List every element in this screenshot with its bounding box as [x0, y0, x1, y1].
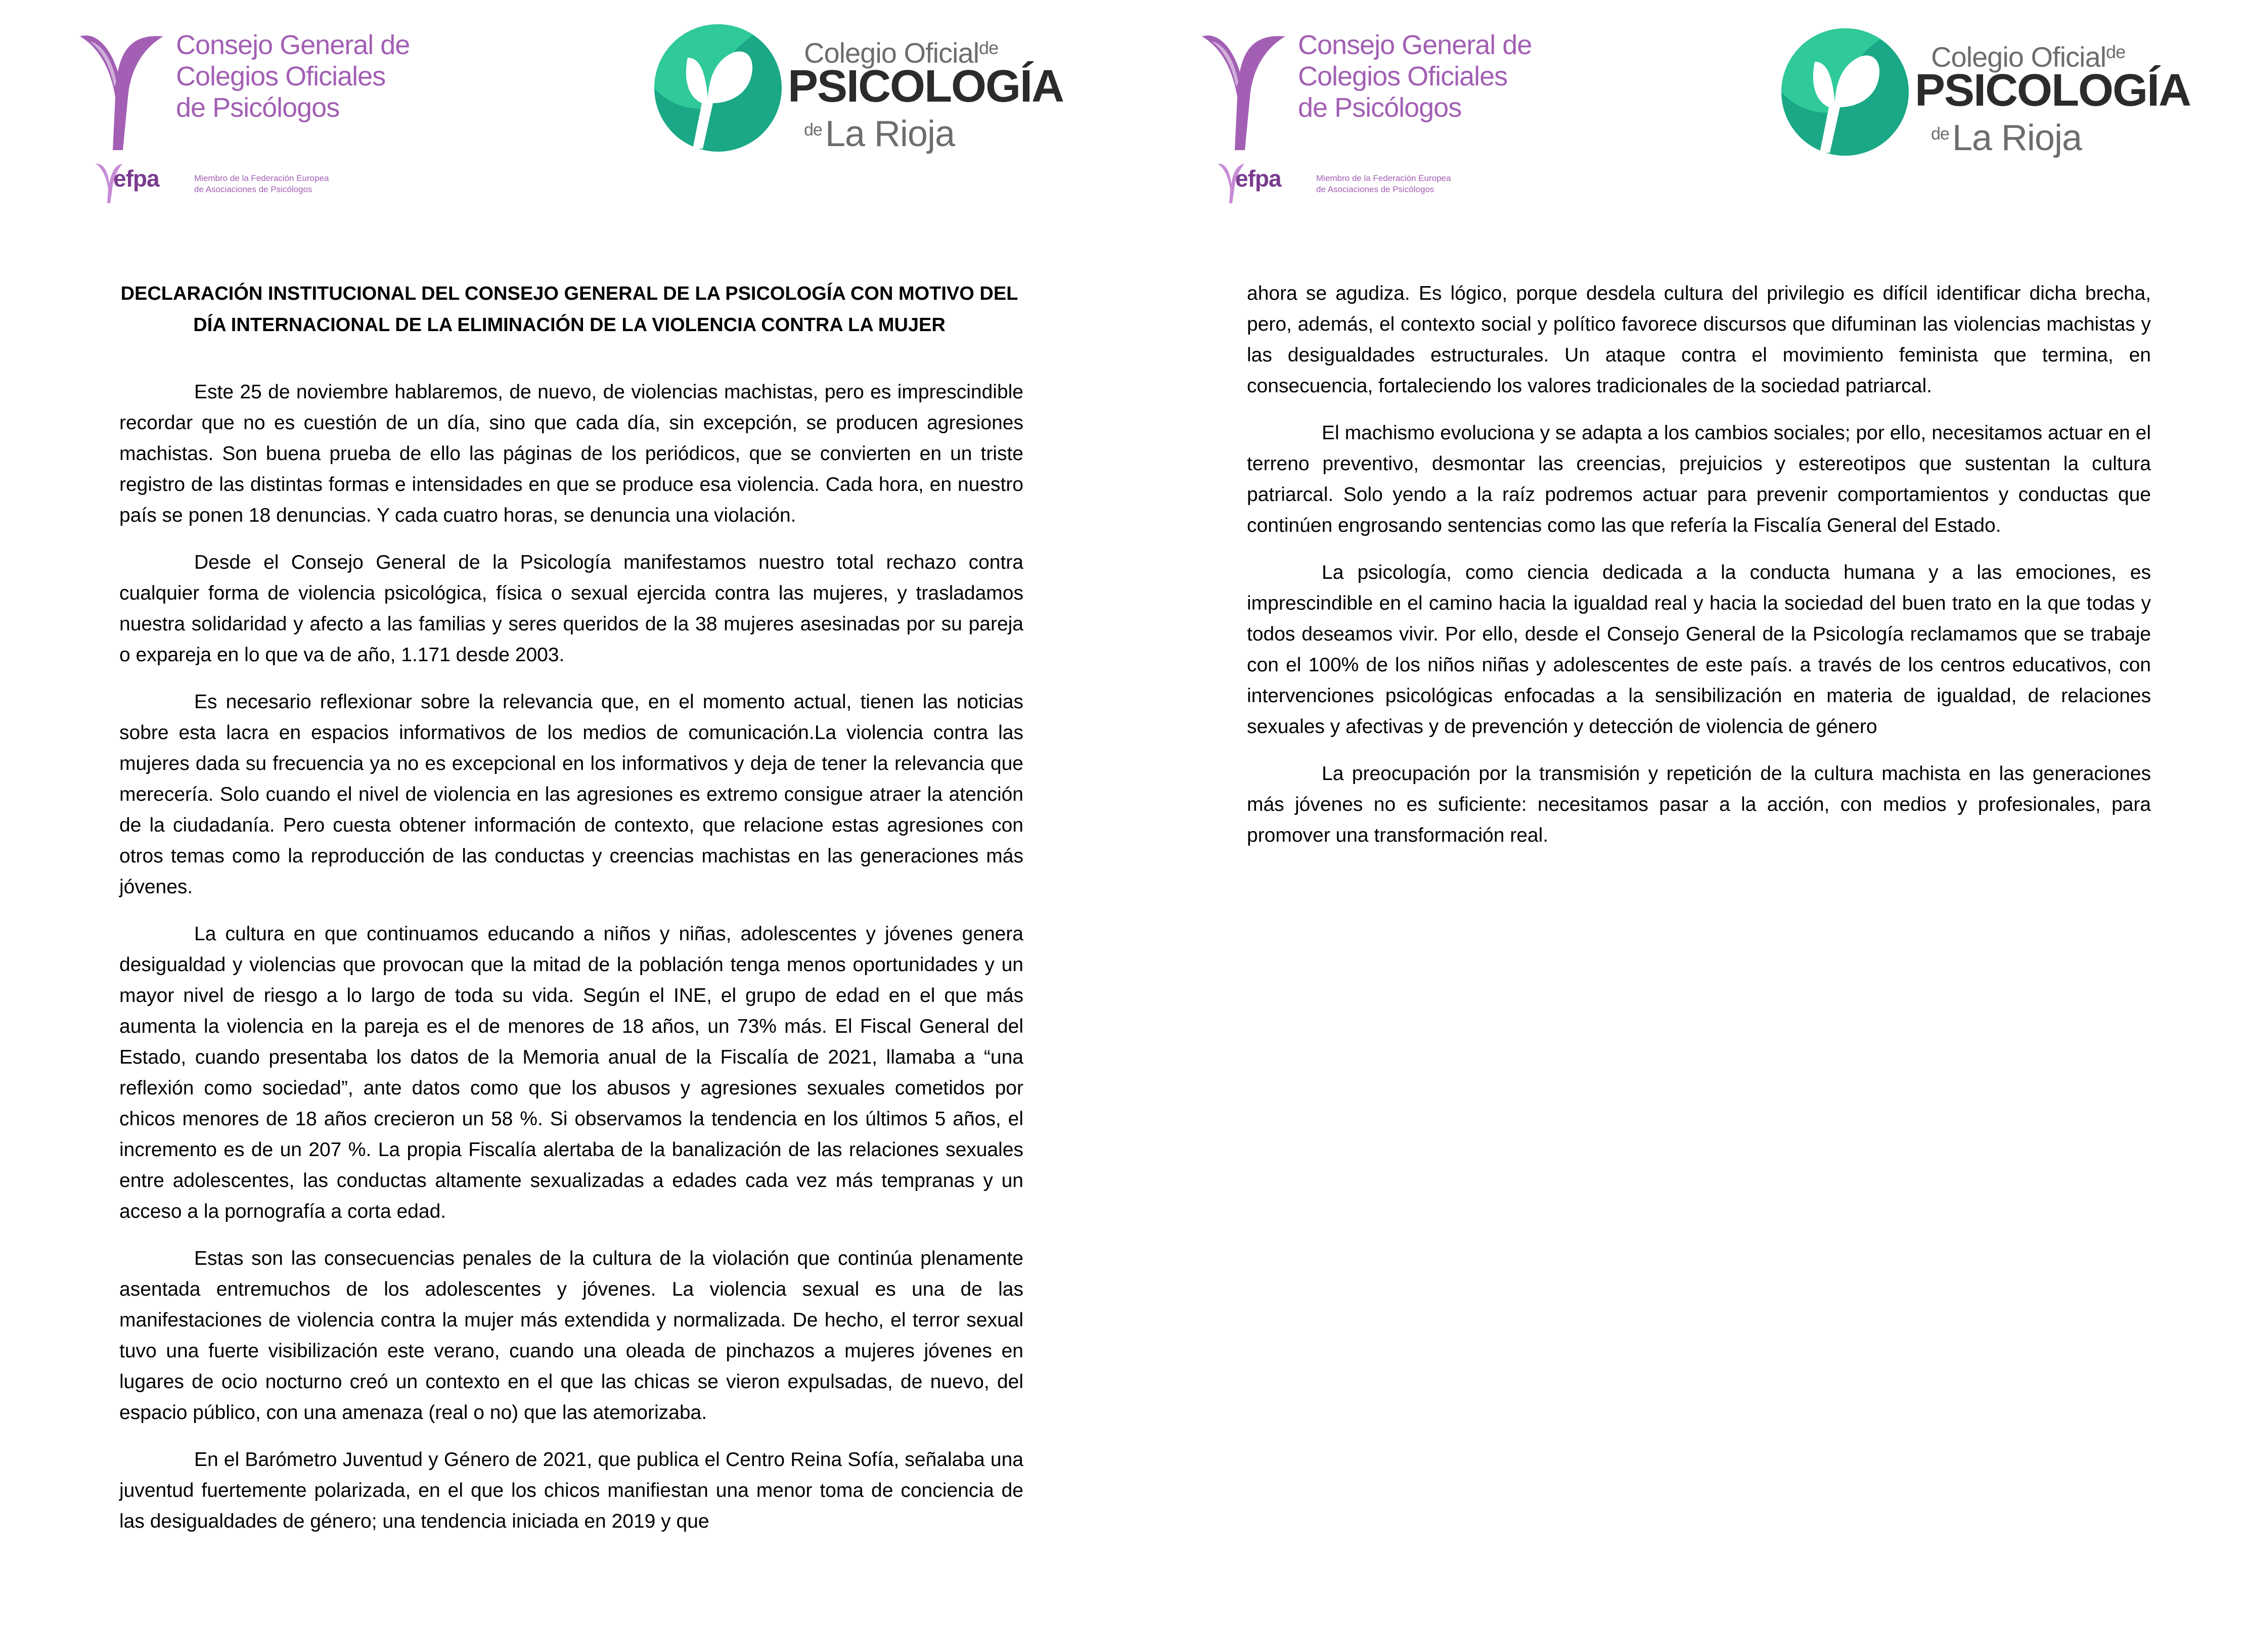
- efpa-sub-line-1: Miembro de la Federación Europea: [194, 173, 329, 183]
- consejo-line-1: Consejo General de: [1298, 30, 1532, 60]
- consejo-line-2: Colegios Oficiales: [176, 61, 386, 91]
- paragraph: El machismo evoluciona y se adapta a los cambios sociales; por ello, necesitamos actuar en el terreno preventivo, desmontar las creencias, prejuicios y estereotipos que sustentan la cultura patriarcal. Solo yendo a la raíz podremos actuar para prevenir comportamientos y conductas que continúen engrosando sentencias como las que refería la Fiscalía General del Estado.: [1247, 422, 2151, 536]
- consejo-general-logo: [75, 26, 410, 208]
- colegio-psi-circle-icon: [1779, 26, 1911, 158]
- colegio-de-1: de: [979, 37, 999, 58]
- colegio-rioja-logo: [652, 22, 1064, 174]
- paragraph: La cultura en que continuamos educando a niños y niñas, adolescentes y jóvenes genera desigualdad y violencias que provocan que la mitad de la población tenga menos oportunidades y un mayor nivel de riesgo a lo largo de toda su vida. Según el INE, el grupo de edad en el que más aumenta la violencia en la pareja es el de menores de 18 años, un 73% más. El Fiscal General del Estado, cuando presentaba los datos de la Memoria anual de la Fiscalía de 2021, llamaba a “una reflexión como sociedad”, ante datos como que los abusos y agresiones sexuales cometidos por chicos menores de 18 años crecieron un 58 %. Si observamos la tendencia en los últimos 5 años, el incremento es de un 207 %. La propia Fiscalía alertaba de la banalización de las relaciones sexuales entre adolescentes, las conductas altamente sexualizadas a edades cada vez más tempranas y un acceso a la pornografía a corta edad.: [119, 923, 1023, 1222]
- title-line-2: DÍA INTERNACIONAL DE LA ELIMINACIÓN DE LA VIOLENCIA CONTRA LA MUJER: [193, 314, 946, 336]
- colegio-line-1: Colegio Oficial: [1931, 41, 2106, 73]
- consejo-line-2: Colegios Oficiales: [1298, 61, 1508, 91]
- paragraph: Es necesario reflexionar sobre la relevancia que, en el momento actual, tienen las noticias sobre esta lacra en espacios informativos de los medios de comunicación.La violencia contra las mujeres dada su frecuencia ya no es excepcional en los informativos y deja de tener la relevancia que merecería. Solo cuando el nivel de violencia en las agresiones es extremo consigue atraer la atención de la ciudadanía. Pero cuesta obtener información de contexto, que relacione estas agresiones con otros temas como la reproducción de las conductas y creencias machistas en las generaciones más jóvenes.: [119, 691, 1023, 898]
- efpa-logo: [1215, 159, 1478, 209]
- efpa-wordmark: efpa: [113, 165, 159, 192]
- colegio-psi-circle-icon: [652, 22, 784, 154]
- colegio-de-2: de: [804, 120, 822, 140]
- colegio-de-2: de: [1931, 124, 1949, 144]
- left-column: [119, 377, 1023, 1553]
- paragraph: La psicología, como ciencia dedicada a la conducta humana y a las emociones, es imprescindible en el camino hacia la igualdad real y hacia la sociedad del buen trato en la que todas y todos deseamos vivir. Por ello, desde el Consejo General de la Psicología reclamamos que se trabaje con el 100% de los niños niñas y adolescentes de este país. a través de los centros educativos, con intervenciones psicológicas enfocadas a la sensibilización en materia de igualdad, de relaciones sexuales y afectivas y de prevención y detección de violencia de género: [1247, 562, 2151, 738]
- colegio-line-3: La Rioja: [1952, 118, 2082, 158]
- consejo-line-3: de Psicólogos: [1298, 93, 1462, 123]
- colegio-line-3: La Rioja: [825, 114, 955, 154]
- paragraph: Estas son las consecuencias penales de la cultura de la violación que continúa plenamente asentada entremuchos de los adolescentes y jóvenes. La violencia sexual es una de las manifestaciones de violencia contra la mujer más extendida y normalizada. De hecho, el terror sexual tuvo una fuerte visibilización este verano, cuando una oleada de pinchazos a mujeres jóvenes en lugares de ocio nocturno creó un contexto en el que las chicas se vieron expulsadas, de nuevo, del espacio público, con una amenaza (real o no) que las atemorizaba.: [119, 1248, 1023, 1424]
- consejo-line-3: de Psicólogos: [176, 93, 340, 123]
- right-column: [1247, 278, 2151, 867]
- colegio-line-2: PSICOLOGÍA: [788, 61, 1064, 112]
- consejo-psi-emblem-icon: [1197, 26, 1298, 153]
- document-title: [119, 278, 1019, 341]
- consejo-general-logo: [1197, 26, 1532, 208]
- title-line-1: DECLARACIÓN INSTITUCIONAL DEL CONSEJO GENERAL DE LA PSICOLOGÍA CON MOTIVO DEL: [120, 283, 1018, 304]
- efpa-sub-line-2: de Asociaciones de Psicólogos: [1316, 185, 1434, 194]
- consejo-line-1: Consejo General de: [176, 30, 410, 60]
- efpa-sub-line-2: de Asociaciones de Psicólogos: [194, 185, 312, 194]
- paragraph-continued: ahora se agudiza. Es lógico, porque desdela cultura del privilegio es difícil identificar dicha brecha, pero, además, el contexto social y político favorece discursos que difuminan las violencias machistas y las desigualdades estructurales. Un ataque contra el movimiento feminista que termina, en consecuencia, fortaleciendo los valores tradicionales de la sociedad patriarcal.: [1247, 283, 2151, 397]
- colegio-line-2: PSICOLOGÍA: [1915, 65, 2191, 116]
- consejo-psi-emblem-icon: [75, 26, 176, 153]
- paragraph: La preocupación por la transmisión y repetición de la cultura machista en las generaciones más jóvenes no es suficiente: necesitamos pasar a la acción, con medios y profesionales, para promover una transformación real.: [1247, 763, 2151, 846]
- colegio-line-1: Colegio Oficial: [804, 37, 979, 69]
- efpa-logo: [93, 159, 356, 209]
- colegio-rioja-logo: [1779, 26, 2191, 178]
- paragraph: Desde el Consejo General de la Psicología manifestamos nuestro total rechazo contra cualquier forma de violencia psicológica, física o sexual ejercida contra las mujeres, y trasladamos nuestra solidaridad y afecto a las familias y seres queridos de la 38 mujeres asesinadas por su pareja o expareja en lo que va de año, 1.171 desde 2003.: [119, 552, 1023, 666]
- efpa-wordmark: efpa: [1235, 165, 1281, 192]
- efpa-sub-line-1: Miembro de la Federación Europea: [1316, 173, 1451, 183]
- colegio-de-1: de: [2106, 41, 2126, 62]
- paragraph: En el Barómetro Juventud y Género de 2021, que publica el Centro Reina Sofía, señalaba una juventud fuertemente polarizada, en el que los chicos manifiestan una menor toma de conciencia de las desigualdades de género; una tendencia iniciada en 2019 y que: [119, 1449, 1023, 1532]
- paragraph: Este 25 de noviembre hablaremos, de nuevo, de violencias machistas, pero es imprescindible recordar que no es cuestión de un día, sino que cada día, sin excepción, se producen agresiones machistas. Son buena prueba de ello las páginas de los periódicos, que se convierten en un triste registro de las distintas formas e intensidades en que se produce esa violencia. Cada hora, en nuestro país se ponen 18 denuncias. Y cada cuatro horas, se denuncia una violación.: [119, 381, 1023, 526]
